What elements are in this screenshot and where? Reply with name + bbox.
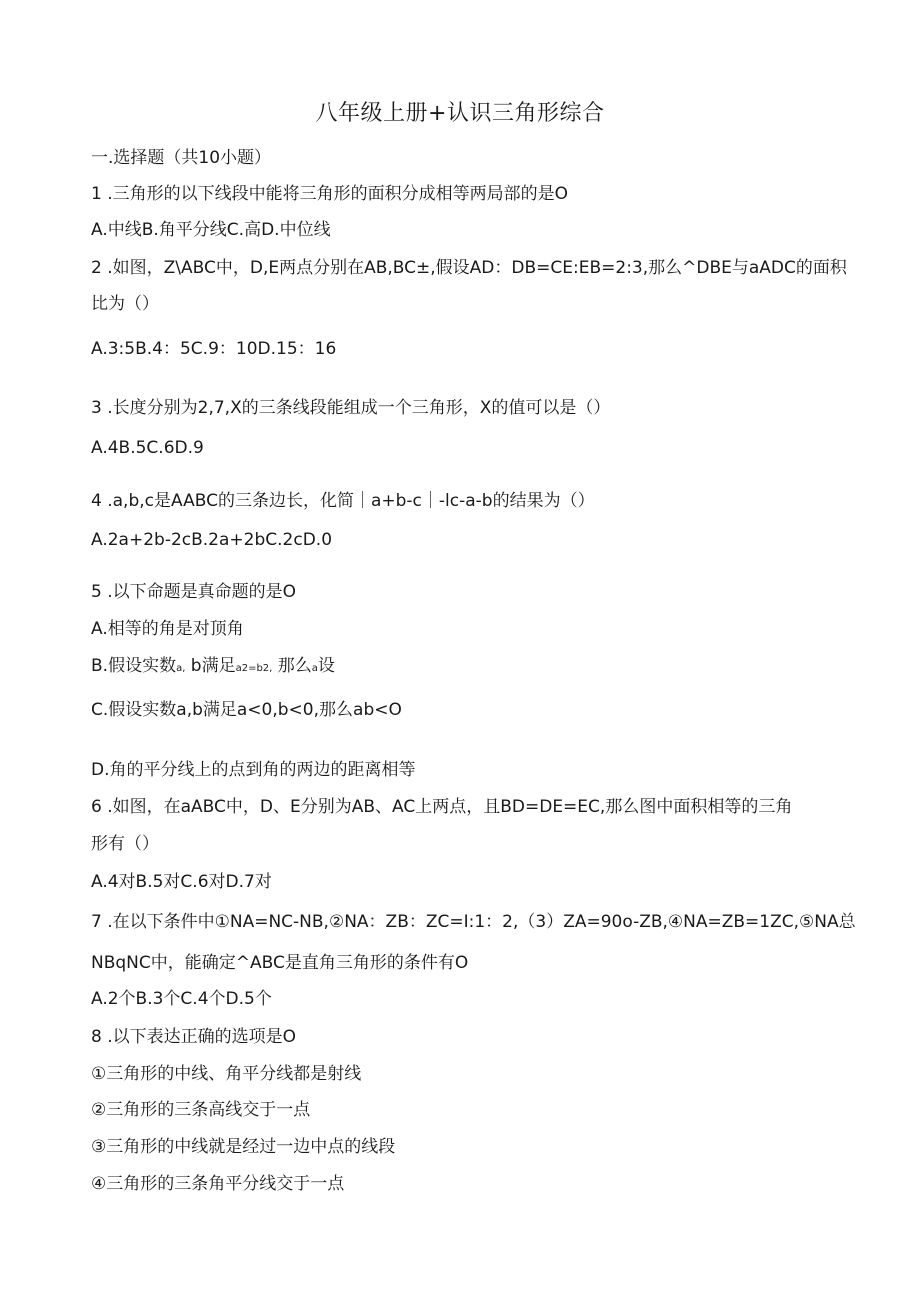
option-b-small-1: a, [176,663,186,674]
question-2-stem-continued: 比为（） [91,294,159,314]
option-b-prefix: B.假设实数 [91,656,177,676]
page-title: 八年级上册+认识三角形综合 [315,101,605,126]
question-7-stem-continued: NBqNC中，能确定^ABC是直角三角形的条件有O [91,953,469,973]
question-5-stem: 5 .以下命题是真命题的是O [91,582,297,602]
question-1-options: A.中线B.角平分线C.高D.中位线 [91,220,331,240]
question-6-stem-continued: 形有（） [91,834,159,854]
question-4-options: A.2a+2b-2cB.2a+2bC.2cD.0 [91,530,333,550]
question-2-stem: 2 .如图，Z\ABC中，D,E两点分别在AB,BC±,假设AD：DB=CE:EB=2:3,那么^DBE与aADC的面积 [91,258,847,278]
question-3-options: A.4B.5C.6D.9 [91,438,204,458]
question-6-stem: 6 .如图，在aABC中，D、E分别为AB、AC上两点，且BD=DE=EC,那么图中面积相等的三角 [91,797,793,817]
option-b-post: 那么 [272,656,312,676]
question-3-stem: 3 .长度分别为2,7,X的三条线段能组成一个三角形，X的值可以是（） [91,398,611,418]
question-2-options: A.3:5B.4：5C.9：10D.15：16 [91,339,337,359]
question-5-option-a: A.相等的角是对顶角 [91,619,244,639]
question-1-stem: 1 .三角形的以下线段中能将三角形的面积分成相等两局部的是O [91,184,569,204]
question-8-item: ④三角形的三条角平分线交于一点 [91,1174,345,1194]
question-5-option-c: C.假设实数a,b满足a<0,b<0,那么ab<O [91,700,402,720]
question-6-options: A.4对B.5对C.6对D.7对 [91,872,272,892]
question-8-item: ③三角形的中线就是经过一边中点的线段 [91,1137,396,1157]
question-8-item: ②三角形的三条高线交于一点 [91,1100,311,1120]
question-7-stem: 7 .在以下条件中①NA=NC-NB,②NA：ZB：ZC=I:1：2,（3）ZA=90o-ZB,④NA=ZB=1ZC,⑤NA总 [91,912,856,932]
section-heading: 一.选择题（共10小题） [91,148,272,168]
question-8-stem: 8 .以下表达正确的选项是O [91,1027,297,1047]
question-5-option-d: D.角的平分线上的点到角的两边的距离相等 [91,760,416,780]
question-5-option-b [91,654,831,681]
question-7-options: A.2个B.3个C.4个D.5个 [91,989,272,1009]
option-b-end: 设 [317,656,335,676]
option-b-small-2: a2=b2, [235,663,273,674]
question-8-item: ①三角形的中线、角平分线都是射线 [91,1064,362,1084]
option-b-middle: b满足 [185,656,236,676]
question-4-stem: 4 .a,b,c是AABC的三条边长，化简｜a+b-c｜-lc-a-b的结果为（） [91,491,595,511]
option-b-small-3: a [311,663,318,674]
